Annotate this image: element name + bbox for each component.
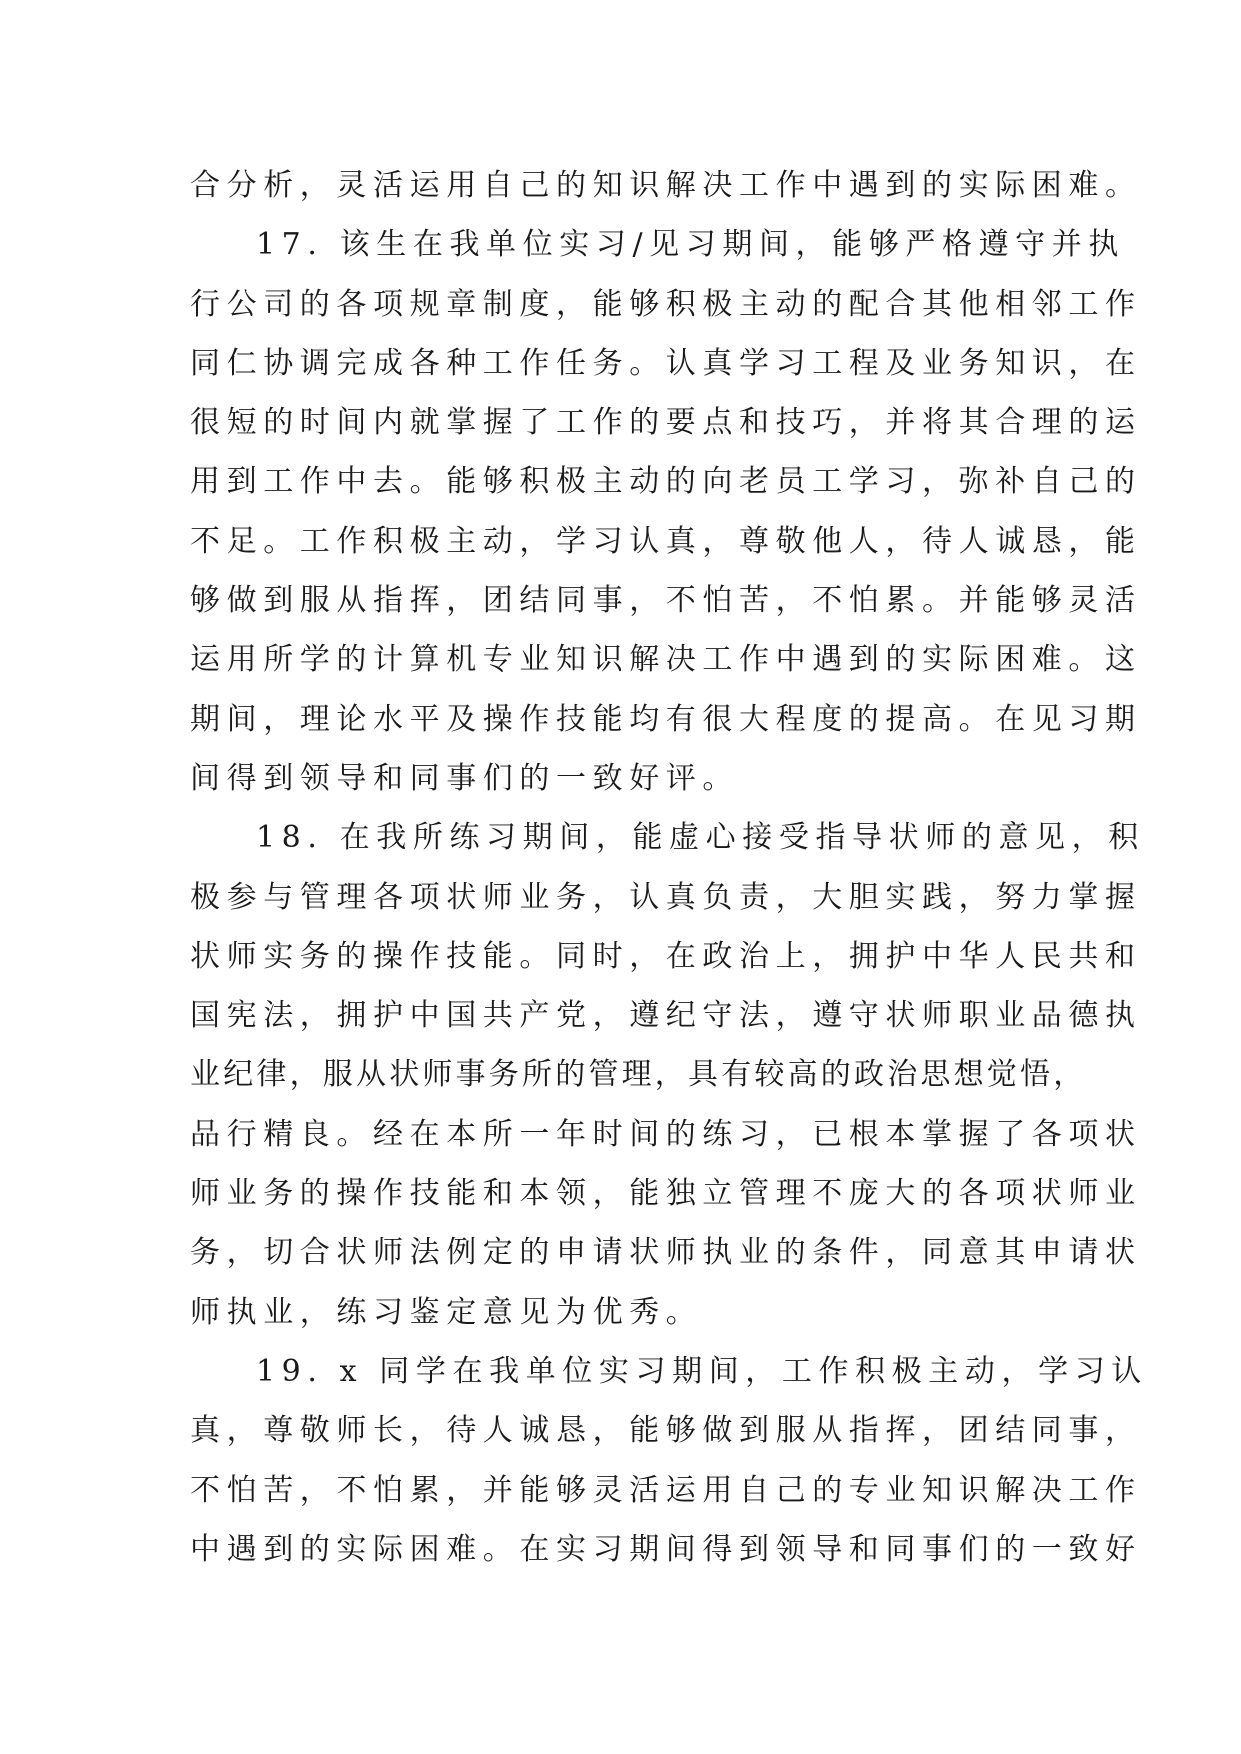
text-line: 很短的时间内就掌握了工作的要点和技巧，并将其合理的运 [190,405,1142,441]
text-line: 同仁协调完成各种工作任务。认真学习工程及业务知识，在 [190,345,1142,381]
text-line: 品行精良。经在本所一年时间的练习，已根本掌握了各项状 [190,1116,1142,1152]
text-line: 师业务的操作技能和本领，能独立管理不庞大的各项状师业 [190,1176,1142,1212]
text-line: 务，切合状师法例定的申请状师执业的条件，同意其申请状 [190,1235,1142,1271]
text-line: 合分析，灵活运用自己的知识解决工作中遇到的实际困难。 [190,168,1142,203]
text-line: 业纪律，服从状师事务所的管理，具有较高的政治思想觉悟， [190,1057,1087,1093]
paragraph-18-first-line: 18. 在我所练习期间，能虚心接受指导状师的意见，积 [256,820,1145,856]
text-line: 期间，理论水平及操作技能均有很大程度的提高。在见习期 [190,701,1142,737]
text-line: 不足。工作积极主动，学习认真，尊敬他人，待人诚恳，能 [190,523,1142,559]
text-line: 极参与管理各项状师业务，认真负责，大胆实践，努力掌握 [190,879,1142,915]
body-text [190,156,1148,1579]
text-line: 状师实务的操作技能。同时，在政治上，拥护中华人民共和 [190,938,1142,974]
text-line: 师执业，练习鉴定意见为优秀。 [190,1294,703,1330]
text-line: 国宪法，拥护中国共产党，遵纪守法，遵守状师职业品德执 [190,998,1142,1034]
text-line: 用到工作中去。能够积极主动的向老员工学习，弥补自己的 [190,464,1142,500]
text-line: 运用所学的计算机专业知识解决工作中遇到的实际困难。这 [190,642,1142,678]
paragraph-19-first-line: 19. x 同学在我单位实习期间，工作积极主动，学习认 [256,1353,1148,1389]
text-line: 真，尊敬师长，待人诚恳，能够做到服从指挥，团结同事， [190,1413,1142,1449]
text-line: 不怕苦，不怕累，并能够灵活运用自己的专业知识解决工作 [190,1472,1142,1508]
text-line: 行公司的各项规章制度，能够积极主动的配合其他相邻工作 [190,286,1142,322]
text-line: 中遇到的实际困难。在实习期间得到领导和同事们的一致好 [190,1531,1142,1567]
text-line: 够做到服从指挥，团结同事，不怕苦，不怕累。并能够灵活 [190,583,1142,619]
paragraph-17-first-line: 17. 该生在我单位实习/见习期间，能够严格遵守并执 [256,227,1125,263]
text-line: 间得到领导和同事们的一致好评。 [190,760,739,796]
